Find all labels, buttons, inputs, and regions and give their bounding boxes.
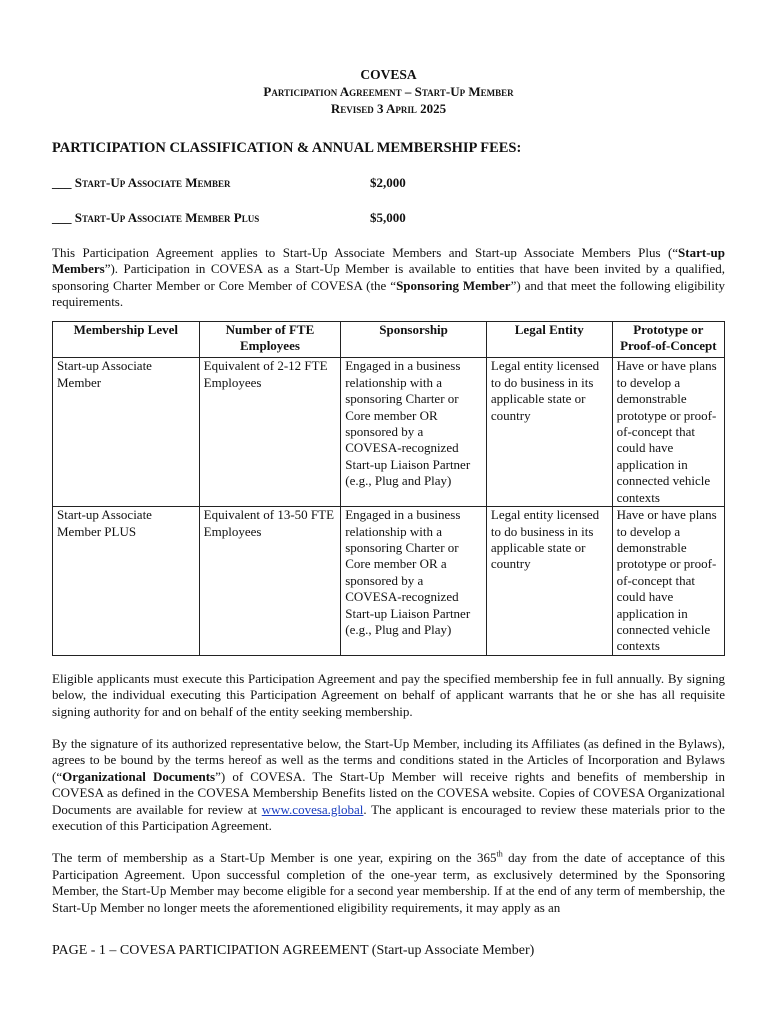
fee-level-label xyxy=(52,209,370,226)
intro-text-post: ”) and that meet the following eligibility requirements. xyxy=(52,277,726,310)
table-header-cell: Sponsorship xyxy=(341,321,487,358)
page-footer: PAGE - 1 – COVESA PARTICIPATION AGREEMENT (Start-up Associate Member) xyxy=(52,943,535,958)
document-page xyxy=(52,0,725,916)
fee-row-associate xyxy=(52,174,725,191)
term-text-pre: The term of membership as a Start-Up Member is one year, expiring on the 365 xyxy=(52,850,497,866)
term-text-post: day from the date of acceptance of this Participation Agreement. Upon successful completion of the one-year term, as exclusively determined by the Sponsoring Member, the Start-Up Member may become eligible for a second year membership. If at the end of any term of membership, the Start-Up Member no longer meets the aforementioned eligibility requirements, it may apply as an xyxy=(52,850,725,915)
eligible-paragraph: Eligible applicants must execute this Participation Agreement and pay the specified membership fee in full annually. By signing below, the individual executing this Participation Agreement on behalf of applicant warrants that he or she has all requisite signing authority for and on behalf of the entity seeking membership. xyxy=(52,670,725,719)
term-paragraph xyxy=(52,850,725,916)
intro-text-pre: This Participation Agreement applies to Start-Up Associate Members and Start-up Associate Members Plus (“ xyxy=(52,245,679,260)
table-row xyxy=(53,358,725,507)
table-cell: Start-up Associate Member PLUS xyxy=(53,507,200,656)
revision-date: Revised 3 April 2025 xyxy=(330,101,447,116)
fee-row-associate-plus xyxy=(52,209,725,226)
table-header-row xyxy=(53,321,725,358)
signature-paragraph xyxy=(52,736,725,834)
fee-amount: $5,000 xyxy=(370,210,406,225)
table-cell: Start-up Associate Member xyxy=(53,358,200,507)
table-row xyxy=(53,507,725,656)
intro-text-mid: ”). Participation in COVESA as a Start-Up Member is available to entities that have been invited by a qualified, sponsoring Charter Member or Core Member of COVESA (the “ xyxy=(52,261,725,293)
fees-section-title: PARTICIPATION CLASSIFICATION & ANNUAL MEMBERSHIP FEES: xyxy=(52,140,522,156)
agreement-title: Participation Agreement – Start-Up Member xyxy=(263,84,514,99)
signature-text-post: . The applicant is encouraged to review these materials prior to the execution of this Participation Agreement. xyxy=(52,801,725,833)
signature-text-mid: ”) of COVESA. The Start-Up Member will receive rights and benefits of membership in COVESA as defined in the COVESA Membership Benefits listed on the COVESA website. Copies of COVESA Organizational Documents are available for review at xyxy=(52,768,725,817)
covesa-website-link[interactable]: www.covesa.global xyxy=(261,801,364,817)
table-header-cell: Number of FTE Employees xyxy=(199,321,341,358)
table-header-cell: Membership Level xyxy=(53,321,200,358)
signature-term-org-docs: Organizational Documents xyxy=(62,768,216,784)
fee-level-name: Start-Up Associate Member Plus xyxy=(74,210,260,225)
table-cell: Equivalent of 13-50 FTE Employees xyxy=(199,507,341,656)
signature-text-pre: By the signature of its authorized representative below, the Start-Up Member, including its Affiliates (as defined in the Bylaws), agrees to be bound by the terms hereof as well as the terms and conditions stated in the Articles of Incorporation and Bylaws (“ xyxy=(52,735,725,784)
org-name: COVESA xyxy=(360,67,417,82)
fee-blank: ___ xyxy=(52,175,72,190)
eligibility-table xyxy=(52,321,725,656)
table-cell: Legal entity licensed to do business in its applicable state or country xyxy=(486,358,612,507)
table-cell: Engaged in a business relationship with a sponsoring Charter or Core member OR sponsored by a COVESA-recognized Start-up Liaison Partner (e.g., Plug and Play) xyxy=(341,358,487,507)
intro-paragraph xyxy=(52,245,725,311)
table-cell: Have or have plans to develop a demonstrable prototype or proof-of-concept that could have application in connected vehicle contexts xyxy=(612,358,724,507)
fee-blank: ___ xyxy=(52,210,72,225)
fee-level-name: Start-Up Associate Member xyxy=(74,175,231,190)
table-cell: Engaged in a business relationship with a sponsoring Charter or Core member OR a sponsored by a COVESA-recognized Start-up Liaison Partner (e.g., Plug and Play) xyxy=(341,507,487,656)
intro-term-sponsoring-member: Sponsoring Member xyxy=(396,277,511,293)
table-header-cell: Legal Entity xyxy=(486,321,612,358)
table-cell: Have or have plans to develop a demonstrable prototype or proof-of-concept that could have application in connected vehicle contexts xyxy=(612,507,724,656)
table-cell: Equivalent of 2-12 FTE Employees xyxy=(199,358,341,507)
table-cell: Legal entity licensed to do business in its applicable state or country xyxy=(486,507,612,656)
fee-amount: $2,000 xyxy=(370,175,406,190)
intro-term-startup-members: Start-up Members xyxy=(52,245,725,277)
fee-level-label xyxy=(52,174,370,191)
table-header-cell: Prototype or Proof-of-Concept xyxy=(612,321,724,358)
term-superscript: th xyxy=(496,850,503,860)
